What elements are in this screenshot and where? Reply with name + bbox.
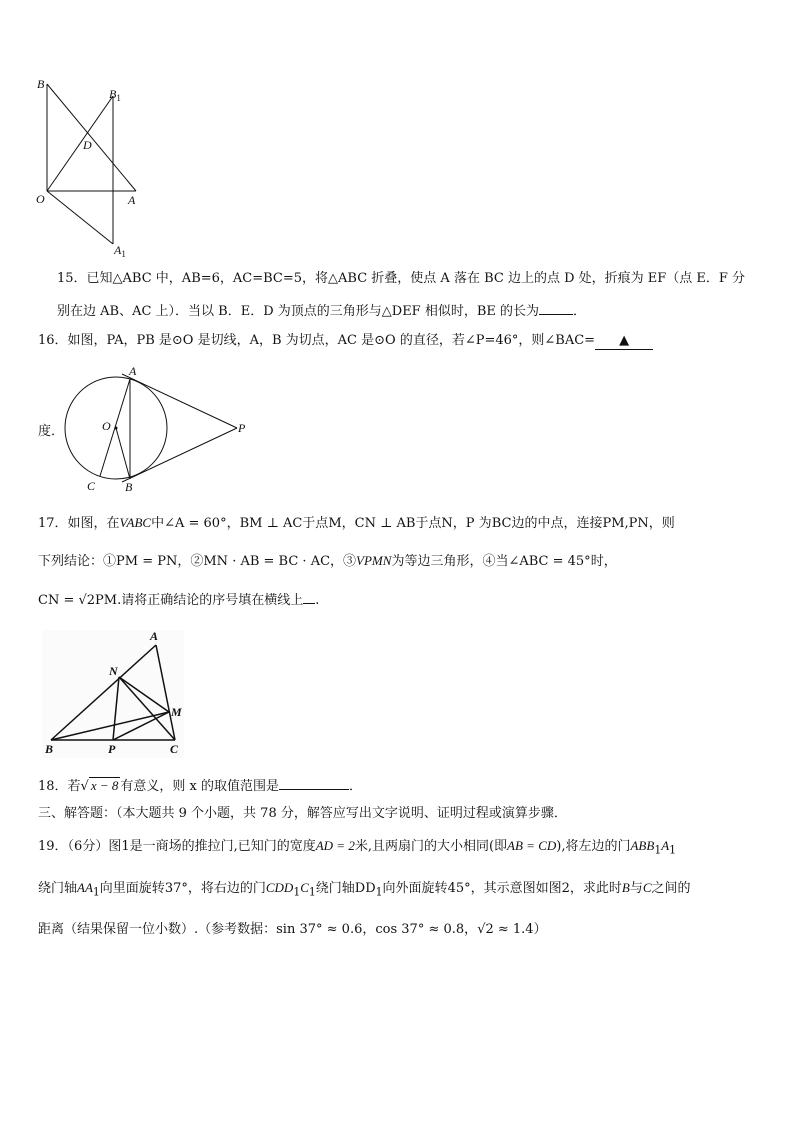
q18-t2: 有意义，则 x 的取值范围是 — [120, 779, 279, 794]
radius-OB — [116, 428, 130, 479]
figure-q14 — [34, 76, 144, 262]
label-O: O — [36, 192, 45, 206]
q19-m7: DD — [354, 881, 376, 896]
q16-text: 16．如图，PA，PB 是⊙O 是切线，A，B 为切点，AC 是⊙O 的直径，若∠P=46°，则∠BAC= — [38, 333, 596, 348]
q17-t4: 于点 — [415, 516, 442, 531]
q18-t1: 18．若 — [38, 779, 81, 794]
section-3-text: 三、解答题：（本大题共 9 个小题，共 78 分，解答应写出文字说明、证明过程或演算步骤． — [38, 806, 567, 821]
q17-t12: 时， — [590, 554, 617, 569]
q17-t1: 17．如图，在 — [38, 516, 120, 531]
label-B: B — [37, 77, 45, 91]
q19-m11: sin 37° ≈ 0.6 — [276, 922, 363, 937]
q17-c4: ∠ABC = 45° — [508, 554, 591, 569]
q17-t8: 下列结论：① — [38, 554, 117, 569]
q19-t14: ， — [464, 922, 478, 937]
label-A: A — [128, 193, 136, 207]
q19-m3b: A — [661, 838, 670, 853]
q19-m3bs: 1 — [669, 843, 677, 857]
q17-t3: 于点 — [302, 516, 329, 531]
q15-end: ． — [573, 304, 587, 319]
label-D: D — [83, 138, 92, 152]
q19-t11: 之间的 — [651, 881, 691, 896]
q19-m13: √2 ≈ 1.4 — [477, 922, 534, 937]
label-P: P — [108, 742, 116, 756]
q18-radicand: x − 8 — [90, 778, 119, 793]
label-C: C — [87, 479, 96, 493]
line-OA1 — [47, 191, 113, 244]
q17-tri: VABC — [119, 515, 152, 530]
label-P: P — [238, 421, 246, 435]
label-C: C — [170, 742, 179, 756]
q19-line1 — [38, 838, 676, 859]
q16-line — [38, 333, 653, 350]
q17-n: N — [441, 516, 453, 531]
q17-bm: BM ⊥ AC — [239, 516, 303, 531]
q19-t5: 向里面旋转 — [99, 881, 165, 896]
tangent-PA — [122, 374, 237, 428]
q17-c2: MN · AB = BC · AC — [203, 554, 331, 569]
q17-c5a: CN = — [38, 593, 79, 608]
q19-m9: B — [621, 880, 630, 895]
q17-t11: 为等边三角形，④当 — [391, 554, 509, 569]
q15-line1 — [57, 271, 745, 287]
q18-answer-blank[interactable] — [279, 777, 349, 790]
q19-t1: 19．（6分）图1是一商场的推拉门,已知门的宽度 — [38, 839, 316, 854]
q16-answer-blank[interactable] — [595, 333, 653, 350]
q19-m12: cos 37° ≈ 0.8 — [375, 922, 465, 937]
q19-t6: ，将右边的门 — [187, 881, 266, 896]
label-M: M — [171, 705, 182, 719]
label-A1: $A_1$ — [114, 243, 126, 259]
q15-text-1: 15．已知△ABC 中，AB=6，AC=BC=5，将△ABC 折叠，使点 A 落在 BC 边上的点 D 处，折痕为 EF（点 E．F 分 — [57, 271, 746, 286]
q19-m6bs: 1 — [308, 885, 316, 899]
q17-c5c: PM — [95, 593, 118, 608]
center-dot — [115, 427, 118, 430]
q19-m2: AB = CD — [507, 838, 557, 853]
q17-sep2: ， — [341, 516, 355, 531]
q15-text-2: 别在边 AB、AC 上）．当以 B．E．D 为顶点的三角形与△DEF 相似时，BE 的长为 — [57, 304, 540, 319]
q19-m3: ABB — [630, 838, 655, 853]
q19-m4s: 1 — [92, 885, 100, 899]
q17-t13: .请将正确结论的序号填在横线上 — [117, 593, 304, 608]
q17-t10: ，③ — [330, 554, 357, 569]
tangent-PB — [122, 428, 237, 482]
figure-q16 — [62, 362, 258, 496]
q19-t2: 米,且两扇门的大小相同(即 — [354, 839, 508, 854]
q17-m: M — [328, 516, 342, 531]
q17-t7: ，则 — [648, 516, 675, 531]
q17-pmpn: PM,PN — [602, 516, 649, 531]
label-A: A — [129, 364, 137, 378]
q19-line2 — [38, 880, 691, 901]
q17-answer-blank[interactable] — [303, 591, 315, 604]
label-O: O — [102, 419, 111, 433]
q19-t3: ),将左边的门 — [556, 839, 631, 854]
q15-line2 — [57, 302, 586, 320]
q19-m6s: 1 — [293, 885, 301, 899]
q17-t2: 中 — [151, 516, 165, 531]
figure-q17 — [42, 630, 184, 758]
q19-m8: 45° — [447, 881, 471, 896]
q17-end: . — [315, 593, 320, 608]
label-B: B — [45, 742, 54, 756]
q19-line3 — [38, 922, 547, 938]
q19-m6: CDD — [265, 880, 294, 895]
q19-m7s: 1 — [375, 885, 383, 899]
q19-t10: 与 — [629, 881, 643, 896]
label-N: N — [109, 664, 118, 678]
q19-m5: 37° — [164, 881, 188, 896]
q19-t12: 距离（结果保留一位小数）.（参考数据： — [38, 922, 277, 937]
q15-answer-blank[interactable] — [539, 302, 573, 315]
q17-c1: PM = PN — [116, 554, 178, 569]
q19-m3s: 1 — [654, 843, 662, 857]
q17-cn: CN ⊥ AB — [354, 516, 416, 531]
q17-line3 — [38, 591, 319, 609]
q16-unit — [38, 424, 64, 440]
q17-c5b: √2 — [78, 593, 96, 608]
q19-m6b: C — [300, 880, 309, 895]
q18-end: ． — [349, 779, 363, 794]
q19-t9: ，其示意图如图2，求此时 — [470, 881, 622, 896]
q17-angle-a: ∠A = 60° — [164, 516, 227, 531]
q19-m4: AA — [77, 880, 93, 895]
q17-t9: ，② — [177, 554, 204, 569]
q17-sep1: ， — [226, 516, 240, 531]
section-3-heading — [38, 806, 567, 822]
q18-line — [38, 777, 362, 795]
line-OB1 — [47, 96, 113, 191]
q19-t8: 向外面旋转 — [382, 881, 448, 896]
q17-line1 — [38, 515, 675, 532]
q18-radical: √ — [80, 779, 89, 794]
q19-t15: ） — [533, 922, 547, 937]
q17-line2 — [38, 553, 617, 570]
q19-t4: 绕门轴 — [38, 881, 78, 896]
q17-bc: BC — [491, 516, 512, 531]
q19-m1: AD = 2 — [315, 838, 355, 853]
q19-m10: C — [642, 880, 652, 895]
label-B: B — [125, 480, 133, 494]
q16-unit-text: 度． — [38, 424, 65, 439]
triangle-marker: ▲ — [619, 333, 630, 348]
q17-t6: 边的中点，连接 — [511, 516, 603, 531]
q17-t5: ，P 为 — [452, 516, 492, 531]
q19-t13: ， — [362, 922, 376, 937]
q17-c3: VPMN — [356, 553, 392, 568]
label-B1: $B_1$ — [109, 87, 121, 103]
label-A: A — [150, 630, 159, 643]
q19-t7: 绕门轴 — [315, 881, 355, 896]
